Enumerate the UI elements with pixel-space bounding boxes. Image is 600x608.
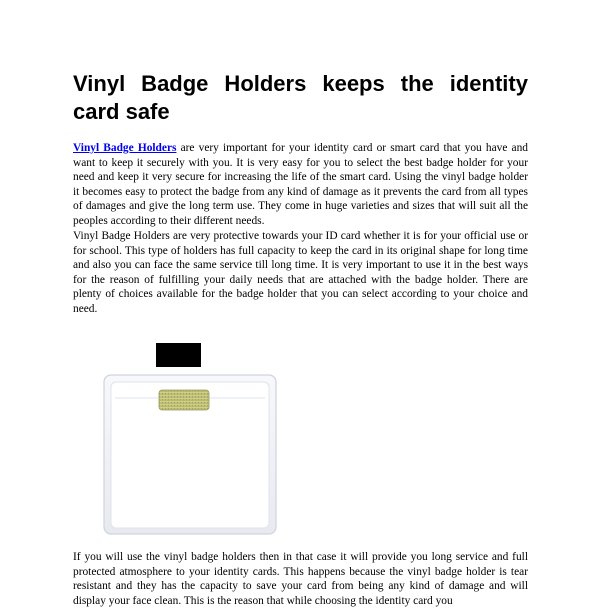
black-card [156,343,201,367]
badge-holder-drawing [95,338,285,538]
paragraph-service: If you will use the vinyl badge holders then in that case it will provide you long service and full protected atmosphere to your identity cards. This happens because the vinyl badge holder is tear resistant and they has the capacity to save your card from being any kind of damage and will display your face clean. This is the reason that while choosing the identity card you [73,551,528,607]
vinyl-badge-holders-link[interactable]: Vinyl Badge Holders [73,142,177,154]
velcro-strip [159,390,209,410]
paragraph-intro-text: are very important for your identity card or smart card that you have and want to keep it securely with you. It is very easy for you to select the best badge holder for your need and keep it very secure for increasing the life of the smart card. Using the vinyl badge holder it becomes easy to protect the badge from any kind of damage as it prevents the card from all types of damages and give the long term use. They come in huge varieties and sizes that will suit all the peoples according to their different needs. [73,142,528,227]
page-title: Vinyl Badge Holders keeps the identity card safe [73,71,528,124]
paragraph-protection: Vinyl Badge Holders are very protective towards your ID card whether it is for your official use or for school. This type of holders has full capacity to keep the card in its original shape for long time and also you can face the same service till long time. It is very important to use it in the best ways for the reason of fulfilling your daily needs that are attached with the badge holder. There are plenty of choices available for the badge holder that you can select according to your choice and need. [73,230,528,315]
paragraph-intro [73,141,528,229]
vinyl-badge-holder-image [95,338,285,538]
